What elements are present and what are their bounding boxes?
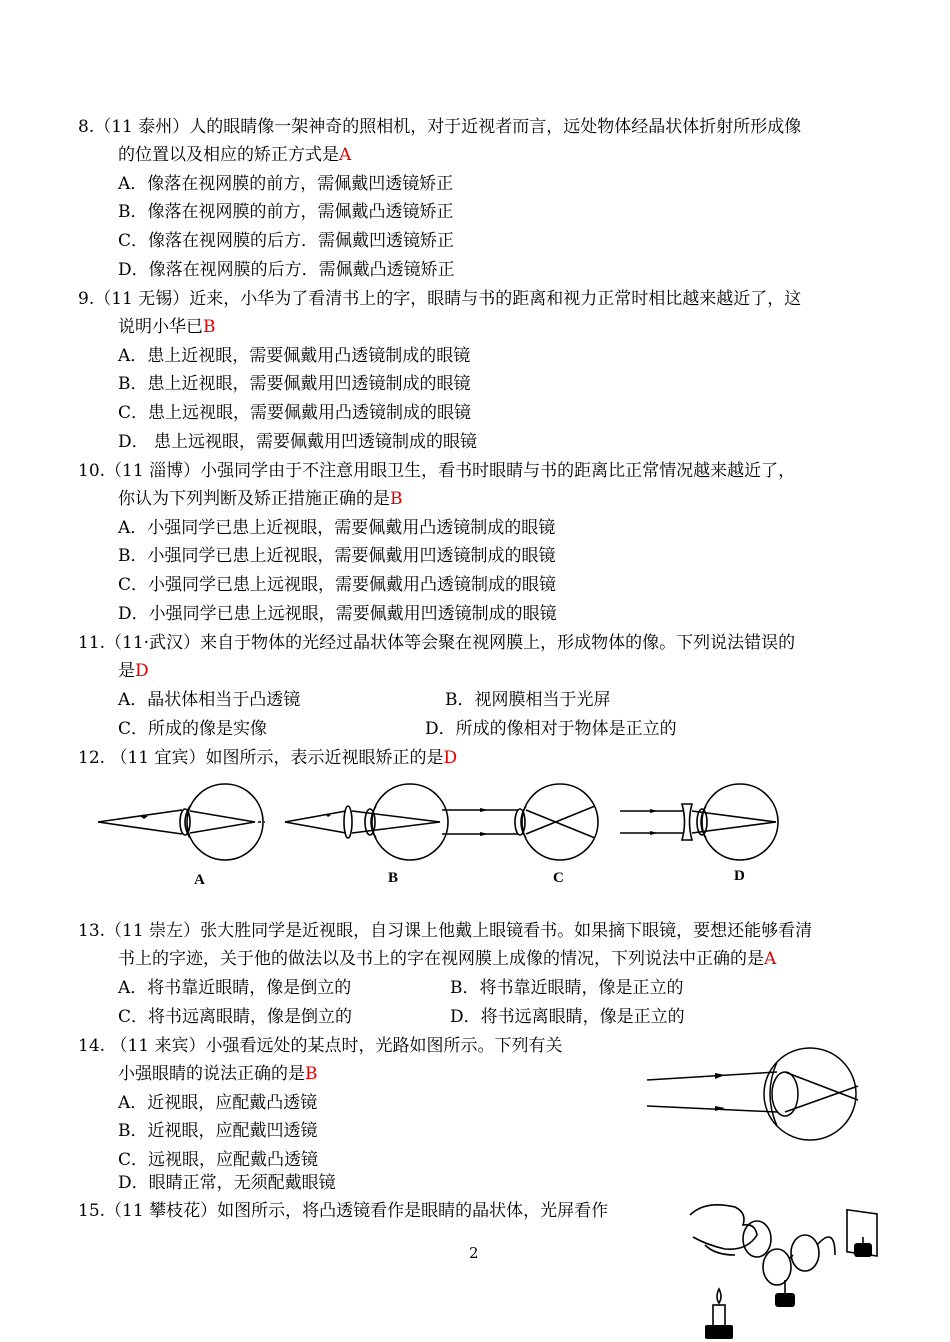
fig-label-d: D <box>734 868 745 884</box>
q14-option-b: B．近视眼，应配戴凹透镜 <box>118 1121 318 1141</box>
q9-option-a: A．患上近视眼，需要佩戴用凸透镜制成的眼镜 <box>118 346 471 366</box>
q13-option-d: D．将书远离眼睛，像是正立的 <box>450 1007 685 1027</box>
q13-option-c: C．将书远离眼睛，像是倒立的 <box>118 1007 353 1027</box>
fig-label-a: A <box>194 872 205 888</box>
fig-label-b: B <box>388 870 399 886</box>
q8-option-a: A．像落在视网膜的前方，需佩戴凹透镜矫正 <box>118 174 454 194</box>
q8-stem-line1: 8.（11 泰州）人的眼睛像一架神奇的照相机，对于近视者而言，远处物体经晶状体折射所形成像 <box>78 117 802 137</box>
q11-answer: D <box>135 661 149 681</box>
q8-stem-line2: 的位置以及相应的矫正方式是A <box>118 145 352 165</box>
q10-stem-line1: 10.（11 淄博）小强同学由于不注意用眼卫生，看书时眼睛与书的距离比正常情况越来越近了， <box>78 461 796 481</box>
q14-stem-line2: 小强眼睛的说法正确的是B <box>118 1064 318 1084</box>
q14-option-d: D．眼睛正常，无须配戴眼镜 <box>118 1173 336 1193</box>
q13-answer: A <box>764 949 777 969</box>
q14-option-c: C．远视眼，应配戴凸透镜 <box>118 1150 319 1170</box>
q11-option-b: B．视网膜相当于光屏 <box>445 690 611 710</box>
q14-option-a: A．近视眼，应配戴凸透镜 <box>118 1093 318 1113</box>
q13-option-a: A．将书靠近眼睛，像是倒立的 <box>118 978 352 998</box>
q13-stem-line1: 13.（11 崇左）张大胜同学是近视眼，自习课上他戴上眼镜看书。如果摘下眼镜，要想还能够看清 <box>78 921 813 941</box>
q8-option-d: D．像落在视网膜的后方．需佩戴凸透镜矫正 <box>118 260 455 280</box>
q8-option-b: B．像落在视网膜的前方，需佩戴凸透镜矫正 <box>118 202 454 222</box>
q13-stem-line2: 书上的字迹，关于他的做法以及书上的字在视网膜上成像的情况，下列说法中正确的是A <box>118 949 777 969</box>
q9-option-b: B．患上近视眼，需要佩戴用凹透镜制成的眼镜 <box>118 374 471 394</box>
q9-stem-line1: 9.（11 无锡）近来，小华为了看清书上的字，眼睛与书的距离和视力正常时相比越来越近了，这 <box>78 289 802 309</box>
eye-diagram-a <box>98 784 265 860</box>
q9-stem-line2: 说明小华已B <box>118 317 216 337</box>
q12-answer: D <box>443 748 458 768</box>
q9-answer: B <box>203 317 216 337</box>
q14-eye-figure <box>645 1040 865 1150</box>
q12-eye-figure <box>90 778 790 888</box>
q10-answer: B <box>390 489 403 509</box>
eye-diagram-d <box>620 784 778 860</box>
q11-stem-line1: 11.（11·武汉）来自于物体的光经过晶状体等会聚在视网膜上，形成物体的像。下列说法错误的 <box>78 633 796 653</box>
q9-option-c: C．患上远视眼，需要佩戴用凸透镜制成的眼镜 <box>118 403 472 423</box>
q9-option-d: D． 患上远视眼，需要佩戴用凹透镜制成的眼镜 <box>118 432 478 452</box>
q14-answer: B <box>305 1064 318 1084</box>
q14-stem-line1: 14. （11 来宾）小强看远处的某点时，光路如图所示。下列有关 <box>78 1036 563 1056</box>
page-number: 2 <box>469 1244 479 1262</box>
q11-option-a: A．晶状体相当于凸透镜 <box>118 690 301 710</box>
q11-option-c: C．所成的像是实像 <box>118 719 268 739</box>
q8-option-c: C．像落在视网膜的后方．需佩戴凹透镜矫正 <box>118 231 455 251</box>
q11-option-d: D．所成的像相对于物体是正立的 <box>425 719 677 739</box>
q13-option-b: B．将书靠近眼睛，像是正立的 <box>450 978 684 998</box>
q15-stem: 15.（11 攀枝花）如图所示，将凸透镜看作是眼睛的晶状体，光屏看作 <box>78 1201 609 1221</box>
q10-option-d: D．小强同学已患上远视眼，需要佩戴用凹透镜制成的眼镜 <box>118 604 557 624</box>
eye-diagram-b <box>285 784 448 860</box>
fig-label-c: C <box>553 870 564 886</box>
q11-stem-line2: 是D <box>118 661 149 681</box>
q10-option-b: B．小强同学已患上近视眼，需要佩戴用凹透镜制成的眼镜 <box>118 546 556 566</box>
q10-stem-line2: 你认为下列判断及矫正措施正确的是B <box>118 489 403 509</box>
q12-stem: 12. （11 宜宾）如图所示，表示近视眼矫正的是D <box>78 748 458 768</box>
q10-option-c: C．小强同学已患上远视眼，需要佩戴用凸透镜制成的眼镜 <box>118 575 557 595</box>
eye-diagram-c <box>442 784 598 860</box>
q15-lens-figure <box>685 1185 885 1340</box>
q10-option-a: A．小强同学已患上近视眼，需要佩戴用凸透镜制成的眼镜 <box>118 518 556 538</box>
q8-answer: A <box>339 145 352 165</box>
